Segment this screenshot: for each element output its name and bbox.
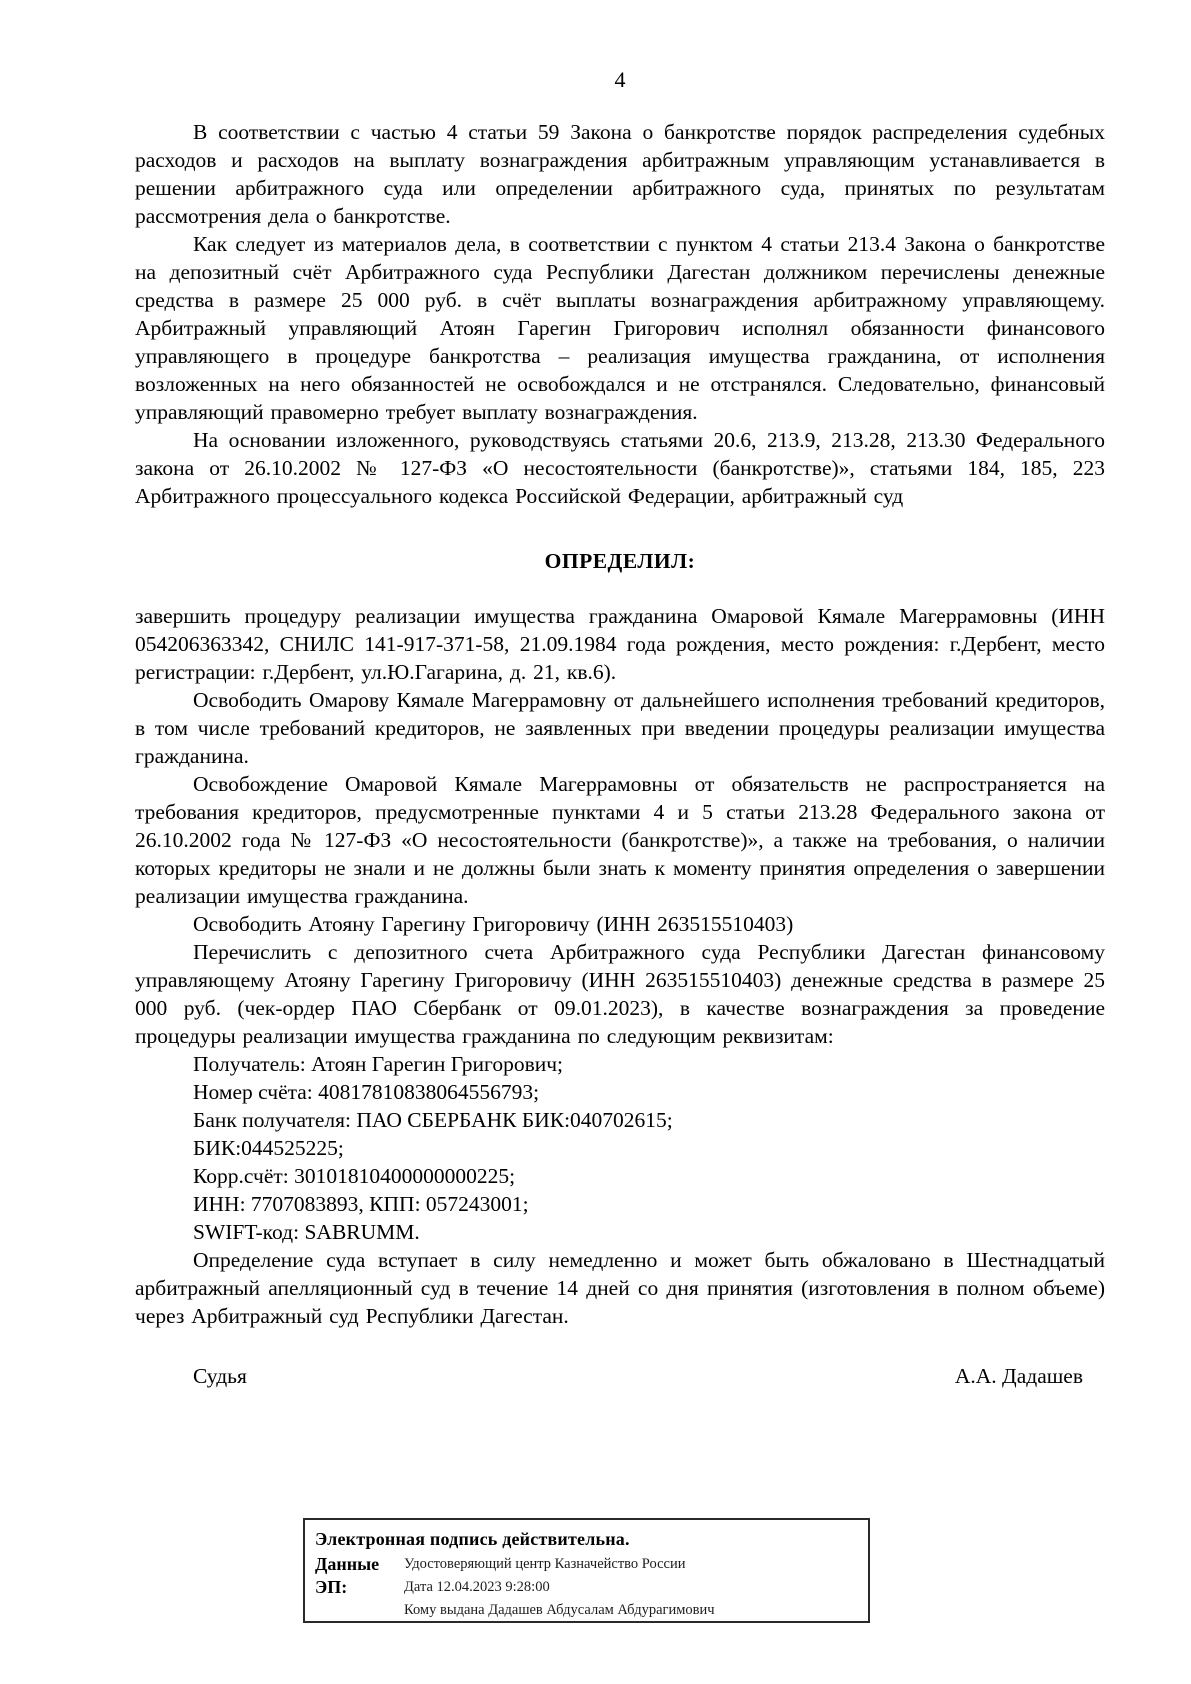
requisite-bank: Банк получателя: ПАО СБЕРБАНК БИК:040702615; — [193, 1108, 673, 1132]
requisite-corr-account: Корр.счёт: 30101810400000000225; — [193, 1164, 516, 1188]
ruling-paragraph-5: Перечислить с депозитного счета Арбитражного суда Республики Дагестан финансовому управляющему Атояну Гарегину Григоровичу (ИНН 263515510403) денежные средства в размере 25 000 руб. (чек-ордер ПАО Сбербанк от 09.01.2023), в качестве вознаграждения за проведение процедуры реализации имущества гражданина по следующим реквизитам: — [135, 940, 1105, 1048]
esign-values — [404, 1553, 715, 1622]
requisite-inn-kpp: ИНН: 7707083893, КПП: 057243001; — [193, 1192, 529, 1216]
page-number: 4 — [614, 67, 626, 92]
electronic-signature-box — [303, 1518, 870, 1623]
esign-details-row — [315, 1553, 858, 1622]
document-content — [135, 66, 1105, 1390]
esign-date-line: Дата 12.04.2023 9:28:00 — [404, 1579, 550, 1595]
esign-authority-line: Удостоверяющий центр Казначейство России — [404, 1556, 686, 1572]
ruling-paragraph-1: завершить процедуру реализации имущества гражданина Омаровой Кямале Магеррамовны (ИНН 054206363342, СНИЛС 141-917-371-58, 21.09.1984 года рождения, место рождения: г.Дербент, место регистрации: г.Дербент, ул.Ю.Гагарина, д. 21, кв.6). — [135, 604, 1105, 684]
ruling-paragraph-2: Освободить Омарову Кямале Магеррамовну от дальнейшего исполнения требований кредиторов, в том числе требований кредиторов, не заявленных при введении процедуры реализации имущества гражданина. — [135, 688, 1105, 768]
ruling-heading: ОПРЕДЕЛИЛ: — [544, 549, 696, 573]
preamble-paragraph-2: Как следует из материалов дела, в соответствии с пунктом 4 статьи 213.4 Закона о банкротстве на депозитный счёт Арбитражного суда Республики Дагестан должником перечислены денежные средства в размере 25 000 руб. в счёт выплаты вознаграждения арбитражному управляющему. Арбитражный управляющий Атоян Гарегин Григорович исполнял обязанности финансового управляющего в процедуре банкротства – реализация имущества гражданина, от исполнения возложенных на него обязанностей не освобождался и не отстранялся. Следовательно, финансовый управляющий правомерно требует выплату вознаграждения. — [135, 232, 1105, 424]
judge-signature-row — [135, 1362, 1105, 1390]
ruling-paragraph-4: Освободить Атояну Гарегину Григоровичу (ИНН 263515510403) — [193, 912, 794, 936]
judge-label: Судья — [193, 1364, 247, 1388]
preamble-paragraph-1: В соответствии с частью 4 статьи 59 Закона о банкротстве порядок распределения судебных расходов и расходов на выплату вознаграждения арбитражным управляющим устанавливается в решении арбитражного суда или определении арбитражного суда, принятых по результатам рассмотрения дела о банкротстве. — [135, 120, 1105, 228]
esign-issued-to-line: Кому выдана Дадашев Абдусалам Абдурагимович — [404, 1602, 715, 1618]
requisite-swift: SWIFT-код: SABRUMM. — [193, 1220, 420, 1244]
requisite-recipient: Получатель: Атоян Гарегин Григорович; — [193, 1052, 564, 1076]
esign-valid-title: Электронная подпись действительна. — [315, 1529, 630, 1549]
esign-data-label: Данные ЭП: — [315, 1554, 380, 1597]
appeal-paragraph: Определение суда вступает в силу немедленно и может быть обжаловано в Шестнадцатый арбитражный апелляционный суд в течение 14 дней со дня принятия (изготовления в полном объеме) через Арбитражный суд Республики Дагестан. — [135, 1248, 1105, 1328]
judge-name: А.А. Дадашев — [954, 1364, 1083, 1388]
requisite-account-number: Номер счёта: 40817810838064556793; — [193, 1080, 540, 1104]
ruling-paragraph-3: Освобождение Омаровой Кямале Магеррамовны от обязательств не распространяется на требования кредиторов, предусмотренные пунктами 4 и 5 статьи 213.28 Федерального закона от 26.10.2002 года № 127-ФЗ «О несостоятельности (банкротстве)», а также на требования, о наличии которых кредиторы не знали и не должны были знать к моменту принятия определения о завершении реализации имущества гражданина. — [135, 772, 1105, 908]
requisite-bik: БИК:044525225; — [193, 1136, 344, 1160]
preamble-paragraph-3: На основании изложенного, руководствуясь статьями 20.6, 213.9, 213.28, 213.30 Федерального закона от 26.10.2002 № 127-ФЗ «О несостоятельности (банкротстве)», статьями 184, 185, 223 Арбитражного процессуального кодекса Российской Федерации, арбитражный суд — [135, 428, 1105, 508]
